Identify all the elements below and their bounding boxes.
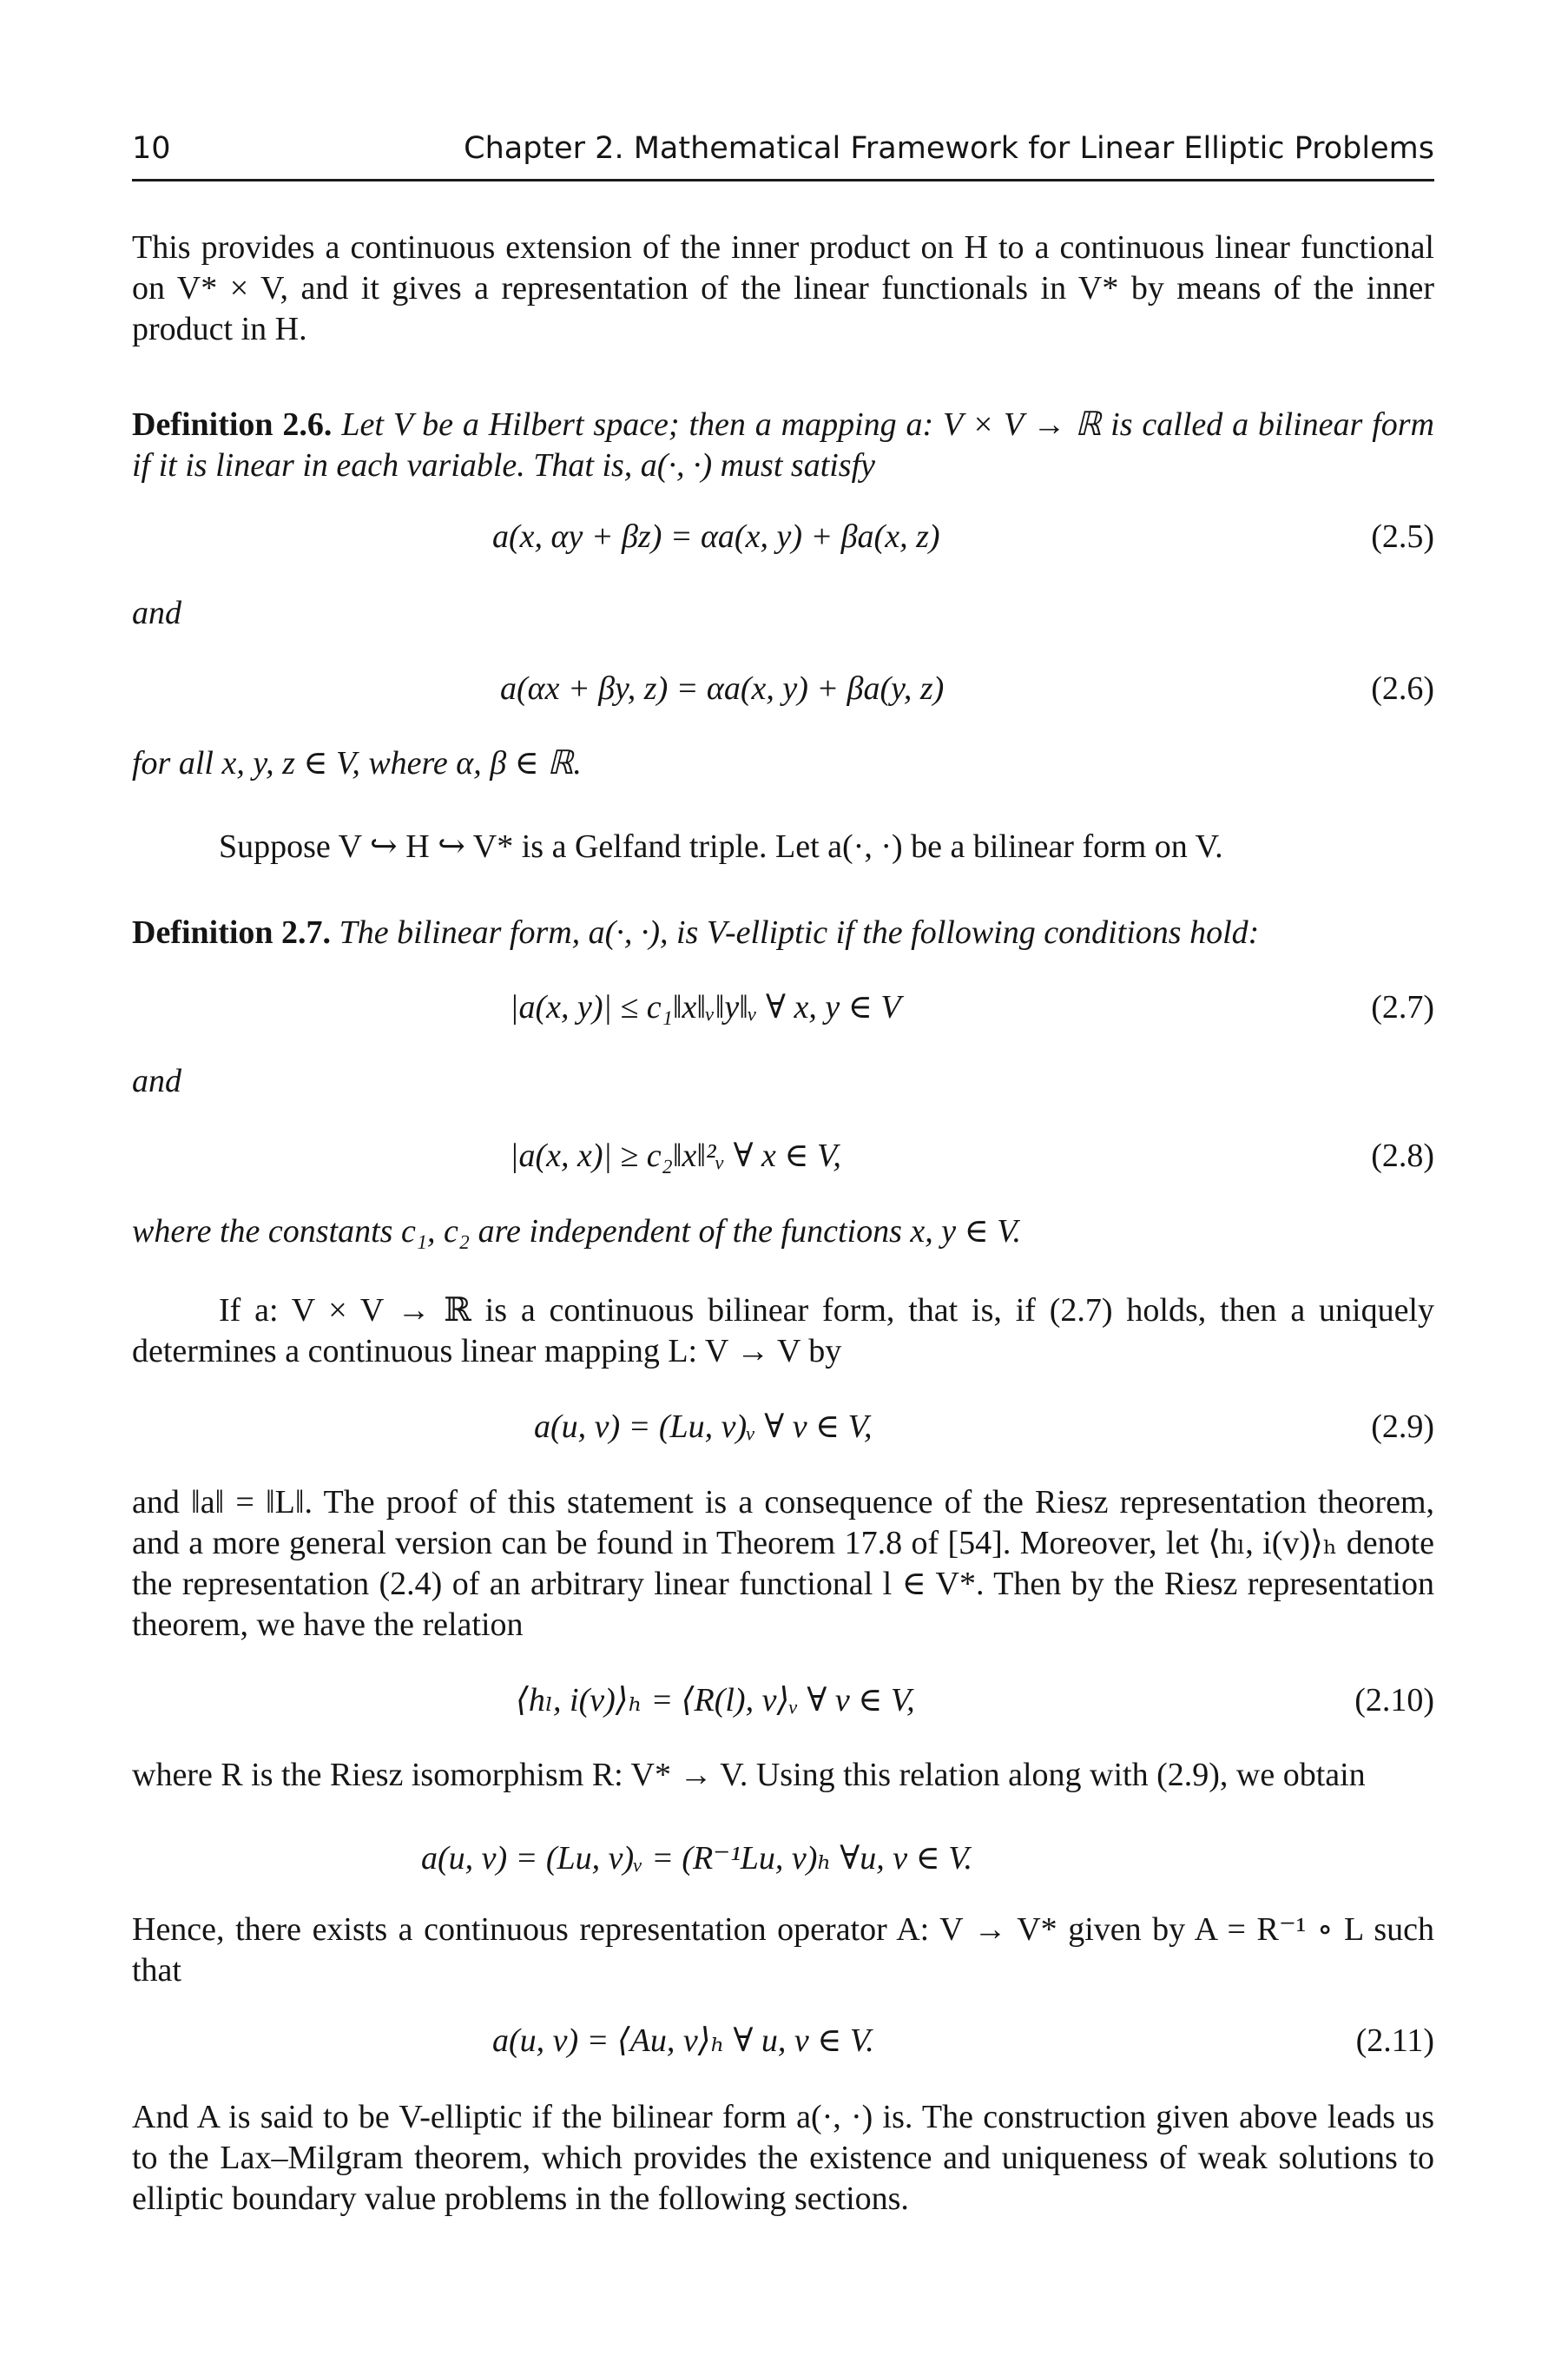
equation-2-5-number: (2.5): [1371, 518, 1434, 555]
equation-2-9-number: (2.9): [1371, 1408, 1434, 1445]
equation-2-11: [132, 2021, 1434, 2064]
continuous-bilinear-paragraph: If a: V × V → ℝ is a continuous bilinear form, that is, if (2.7) holds, then a uniquely determines a continuous linear mapping L: V → V by: [132, 1292, 1434, 1369]
representation-operator-paragraph: Hence, there exists a continuous representation operator A: V → V* given by A = R⁻¹ ∘ L such that: [132, 1911, 1434, 1989]
equation-2-11-body: a(u, v) = ⟨Au, v⟩ₕ ∀ u, v ∈ V.: [492, 2022, 874, 2059]
definition-2-6: [132, 405, 1434, 486]
header-rule: [132, 179, 1434, 181]
definition-2-6-text: Let V be a Hilbert space; then a mapping a: V × V → ℝ is called a bilinear form if it is linear in each variable. That is, a(·, ·) must satisfy: [132, 406, 1434, 484]
equation-2-8-body: |a(x, x)| ≥ c₂‖x‖²ᵥ ∀ x ∈ V,: [510, 1138, 841, 1174]
equation-2-11-number: (2.11): [1355, 2022, 1434, 2059]
riesz-isomorphism-paragraph: where R is the Riesz isomorphism R: V* → V. Using this relation along with (2.9), we obtain: [132, 1757, 1366, 1793]
connector-and-1: and: [132, 595, 181, 631]
definition-2-6-label: Definition 2.6.: [132, 406, 333, 443]
equation-2-6: [132, 669, 1434, 712]
equation-2-10-body: ⟨hₗ, i(v)⟩ₕ = ⟨R(l), v⟩ᵥ ∀ v ∈ V,: [516, 1682, 915, 1718]
riesz-paragraph: and ‖a‖ = ‖L‖. The proof of this statement is a consequence of the Riesz representation theorem, and a more general version can be found in Theorem 17.8 of [54]. Moreover, let ⟨hₗ, i(v)⟩ₕ denote the representation (2.4) of an arbitrary linear functional l ∈ V*. Then by the Riesz representation theorem, we have the relation: [132, 1484, 1434, 1643]
chapter-title: Chapter 2. Mathematical Framework for Linear Elliptic Problems: [464, 131, 1434, 166]
equation-unnumbered-body: a(u, v) = (Lu, v)ᵥ = (R⁻¹Lu, v)ₕ ∀u, v ∈ V.: [421, 1840, 973, 1877]
definition-2-7: [132, 913, 1434, 953]
equation-2-7-body: |a(x, y)| ≤ c₁‖x‖ᵥ‖y‖ᵥ ∀ x, y ∈ V: [510, 989, 901, 1026]
constants-clause: where the constants c₁, c₂ are independent of the functions x, y ∈ V.: [132, 1213, 1022, 1250]
equation-2-8-number: (2.8): [1371, 1138, 1434, 1174]
equation-2-8: [132, 1136, 1434, 1179]
gelfand-triple-sentence: Suppose V ↪ H ↪ V* is a Gelfand triple. Let a(·, ·) be a bilinear form on V.: [219, 828, 1223, 865]
running-header: [132, 129, 1434, 175]
equation-unnumbered: [132, 1838, 1434, 1882]
equation-2-7-number: (2.7): [1371, 989, 1434, 1026]
equation-2-7: [132, 987, 1434, 1031]
lax-milgram-paragraph: And A is said to be V-elliptic if the bilinear form a(·, ·) is. The construction given above leads us to the Lax–Milgram theorem, which provides the existence and uniqueness of weak solutions to elliptic boundary value problems in the following sections.: [132, 2099, 1434, 2217]
equation-2-5: [132, 517, 1434, 560]
equation-2-5-body: a(x, αy + βz) = αa(x, y) + βa(x, z): [492, 518, 940, 555]
equation-2-9-body: a(u, v) = (Lu, v)ᵥ ∀ v ∈ V,: [534, 1408, 873, 1445]
equation-2-10: [132, 1680, 1434, 1724]
equation-2-6-body: a(αx + βy, z) = αa(x, y) + βa(y, z): [500, 670, 945, 707]
page-number: 10: [132, 131, 171, 166]
definition-2-7-label: Definition 2.7.: [132, 914, 332, 951]
equation-2-6-number: (2.6): [1371, 670, 1434, 707]
intro-paragraph: This provides a continuous extension of the inner product on H to a continuous linear functional on V* × V, and it gives a representation of the linear functionals in V* by means of the inner product in H.: [132, 229, 1434, 347]
equation-2-9: [132, 1407, 1434, 1450]
for-all-clause: for all x, y, z ∈ V, where α, β ∈ ℝ.: [132, 745, 582, 782]
equation-2-10-number: (2.10): [1354, 1682, 1434, 1718]
definition-2-7-text: The bilinear form, a(·, ·), is V-elliptic if the following conditions hold:: [339, 914, 1260, 951]
connector-and-2: and: [132, 1063, 181, 1099]
